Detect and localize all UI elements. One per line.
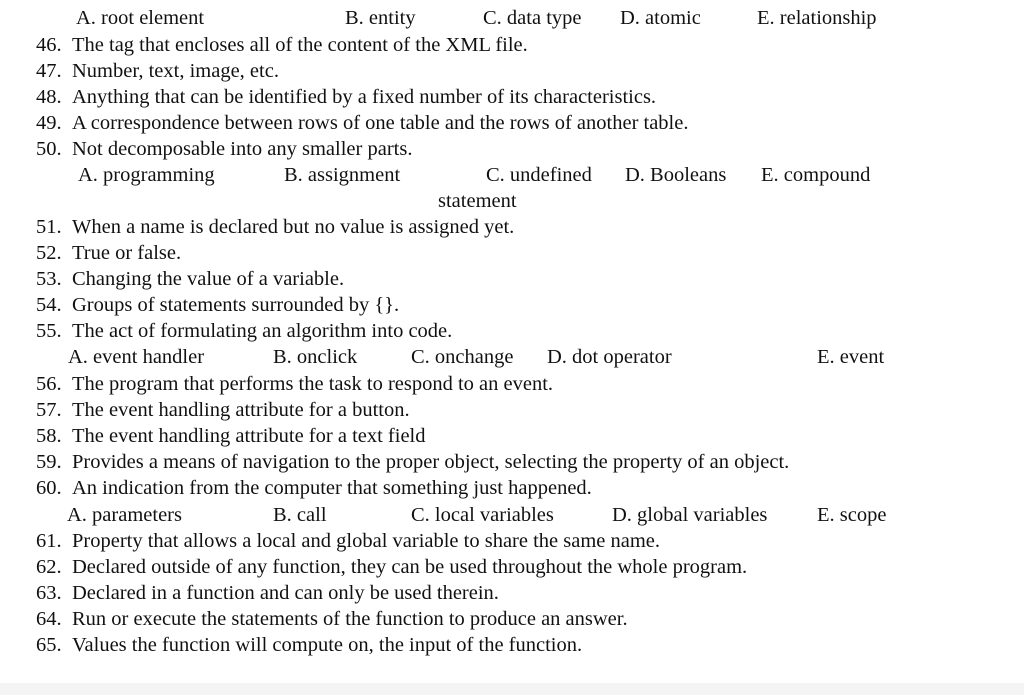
question-text: An indication from the computer that something just happened. bbox=[72, 477, 592, 499]
option-a-root-element: A. root element bbox=[76, 7, 205, 29]
question-46 bbox=[36, 32, 528, 58]
question-number: 62. bbox=[36, 556, 62, 578]
option-c-onchange: C. onchange bbox=[411, 346, 514, 368]
question-number: 55. bbox=[36, 320, 62, 342]
question-49 bbox=[36, 110, 688, 136]
question-text: Anything that can be identified by a fixed number of its characteristics. bbox=[72, 86, 657, 108]
question-text: Changing the value of a variable. bbox=[72, 268, 345, 290]
question-number: 51. bbox=[36, 216, 62, 238]
option-e-relationship: E. relationship bbox=[757, 7, 877, 29]
question-number: 53. bbox=[36, 268, 62, 290]
question-text: Provides a means of navigation to the proper object, selecting the property of an object. bbox=[72, 451, 790, 473]
question-60 bbox=[36, 475, 592, 501]
question-text: The event handling attribute for a text field bbox=[72, 425, 426, 447]
option-b-continuation: statement bbox=[438, 190, 517, 212]
question-56 bbox=[36, 371, 553, 397]
question-63 bbox=[36, 580, 499, 606]
question-55 bbox=[36, 318, 452, 344]
page-bottom-edge bbox=[0, 683, 1024, 695]
question-text: The tag that encloses all of the content of the XML file. bbox=[72, 34, 528, 56]
question-text: Values the function will compute on, the input of the function. bbox=[72, 634, 583, 656]
option-b-assignment: B. assignment bbox=[284, 164, 401, 186]
question-text: Not decomposable into any smaller parts. bbox=[72, 138, 413, 160]
question-text: True or false. bbox=[72, 242, 182, 264]
question-54 bbox=[36, 292, 399, 318]
question-48 bbox=[36, 84, 656, 110]
question-number: 47. bbox=[36, 60, 62, 82]
option-e-scope: E. scope bbox=[817, 504, 887, 526]
question-text: Number, text, image, etc. bbox=[72, 60, 279, 82]
question-number: 63. bbox=[36, 582, 62, 604]
question-number: 65. bbox=[36, 634, 62, 656]
question-number: 64. bbox=[36, 608, 62, 630]
question-65 bbox=[36, 632, 582, 658]
question-text: The program that performs the task to respond to an event. bbox=[72, 373, 554, 395]
question-58 bbox=[36, 423, 426, 449]
question-text: Declared outside of any function, they can be used throughout the whole program. bbox=[72, 556, 748, 578]
option-e-compound: E. compound bbox=[761, 164, 871, 186]
option-b-call: B. call bbox=[273, 504, 327, 526]
option-e-event: E. event bbox=[817, 346, 885, 368]
question-text: A correspondence between rows of one table and the rows of another table. bbox=[72, 112, 689, 134]
question-text: The act of formulating an algorithm into code. bbox=[72, 320, 453, 342]
question-number: 54. bbox=[36, 294, 62, 316]
option-d-booleans: D. Booleans bbox=[625, 164, 727, 186]
option-d-atomic: D. atomic bbox=[620, 7, 701, 29]
question-number: 46. bbox=[36, 34, 62, 56]
question-number: 56. bbox=[36, 373, 62, 395]
question-64 bbox=[36, 606, 628, 632]
question-text: The event handling attribute for a button. bbox=[72, 399, 410, 421]
question-number: 52. bbox=[36, 242, 62, 264]
question-number: 58. bbox=[36, 425, 62, 447]
question-number: 48. bbox=[36, 86, 62, 108]
question-number: 60. bbox=[36, 477, 62, 499]
question-text: When a name is declared but no value is assigned yet. bbox=[72, 216, 515, 238]
question-number: 61. bbox=[36, 530, 62, 552]
option-a-event-handler: A. event handler bbox=[68, 346, 205, 368]
question-text: Run or execute the statements of the function to produce an answer. bbox=[72, 608, 628, 630]
question-text: Property that allows a local and global variable to share the same name. bbox=[72, 530, 661, 552]
option-d-global-variables: D. global variables bbox=[612, 504, 768, 526]
question-57 bbox=[36, 397, 410, 423]
option-c-data-type: C. data type bbox=[483, 7, 582, 29]
question-62 bbox=[36, 554, 747, 580]
question-52 bbox=[36, 240, 181, 266]
question-51 bbox=[36, 214, 514, 240]
question-59 bbox=[36, 449, 789, 475]
question-47 bbox=[36, 58, 279, 84]
option-b-entity: B. entity bbox=[345, 7, 416, 29]
question-53 bbox=[36, 266, 344, 292]
option-a-parameters: A. parameters bbox=[67, 504, 182, 526]
question-number: 59. bbox=[36, 451, 62, 473]
question-text: Declared in a function and can only be used therein. bbox=[72, 582, 499, 604]
question-61 bbox=[36, 528, 660, 554]
option-b-onclick: B. onclick bbox=[273, 346, 358, 368]
question-text: Groups of statements surrounded by {}. bbox=[72, 294, 400, 316]
option-c-undefined: C. undefined bbox=[486, 164, 592, 186]
option-c-local-variables: C. local variables bbox=[411, 504, 554, 526]
question-number: 49. bbox=[36, 112, 62, 134]
option-a-programming: A. programming bbox=[78, 164, 215, 186]
question-number: 57. bbox=[36, 399, 62, 421]
question-50 bbox=[36, 136, 412, 162]
option-d-dot-operator: D. dot operator bbox=[547, 346, 672, 368]
question-number: 50. bbox=[36, 138, 62, 160]
